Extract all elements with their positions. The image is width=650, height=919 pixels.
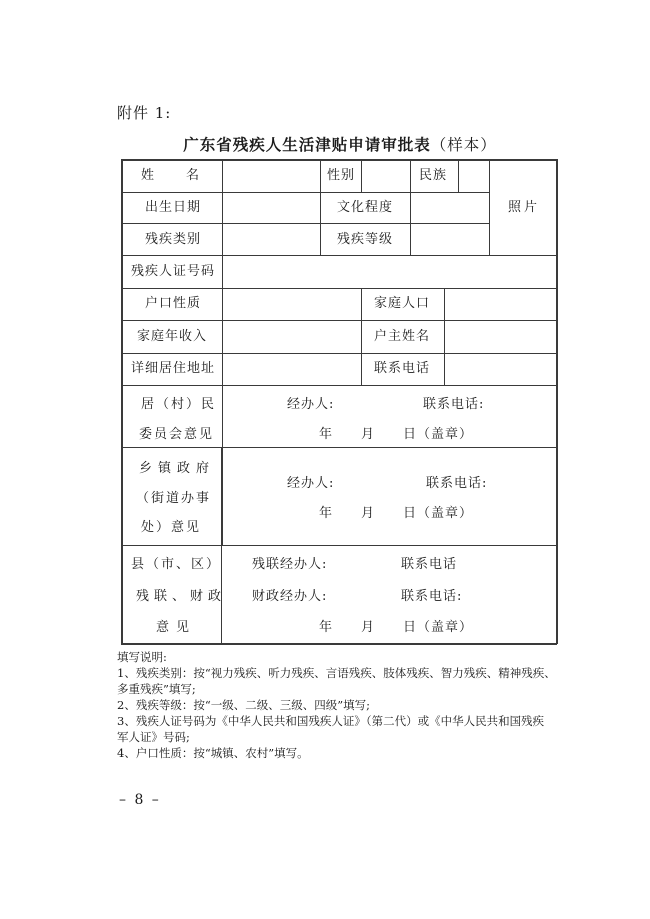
village-phone: 联系电话: (423, 397, 485, 412)
notes-heading: 填写说明: (117, 650, 167, 664)
gender-label: 性别 (327, 168, 356, 183)
disability-level-label: 残疾等级 (337, 232, 394, 247)
note-3: 3、残疾人证号码为《中华人民共和国残疾人证》（第二代）或《中华人民共和国残疾 (117, 714, 545, 728)
note-2: 2、残疾等级：按“一级、二级、三级、四级”填写; (117, 698, 370, 712)
ethnicity-label: 民族 (419, 168, 448, 183)
note-1: 1、残疾类别：按“视力残疾、听力残疾、言语残疾、肢体残疾、智力残疾、精神残疾、 (117, 666, 556, 680)
village-handler: 经办人: (287, 397, 335, 412)
family-size-label: 家庭人口 (374, 296, 431, 311)
disability-cert-label: 残疾人证号码 (131, 264, 216, 279)
page-number: – 8 – (119, 792, 161, 808)
education-label: 文化程度 (337, 200, 394, 215)
township-handler: 经办人: (287, 476, 335, 491)
county-opinion-label-2: 残联、财政 (136, 589, 227, 604)
phone-label: 联系电话 (374, 361, 431, 376)
village-date-stamp: 年 月 日（盖章） (319, 427, 474, 442)
village-opinion-label-2: 委员会意见 (139, 427, 215, 442)
note-3-cont: 军人证》号码; (117, 730, 190, 744)
attachment-label: 附件 1: (117, 104, 172, 122)
county-opinion-label-3: 意见 (156, 620, 197, 635)
finance-handler: 财政经办人: (252, 589, 328, 604)
title-text: 广东省残疾人生活津贴申请审批表 (183, 135, 431, 154)
finance-phone: 联系电话: (401, 589, 463, 604)
dpf-handler: 残联经办人: (252, 557, 328, 572)
note-1-cont: 多重残疾”填写; (117, 682, 196, 696)
county-opinion-label-1: 县（市、区） (131, 557, 222, 572)
disability-type-label: 残疾类别 (145, 232, 202, 247)
township-opinion-label-1: 乡镇政府 (139, 461, 216, 476)
township-phone: 联系电话: (426, 476, 488, 491)
village-opinion-label-1: 居（村）民 (141, 397, 217, 412)
birth-date-label: 出生日期 (145, 200, 202, 215)
township-date-stamp: 年 月 日（盖章） (319, 506, 474, 521)
filling-instructions (117, 649, 556, 761)
photo-label: 照片 (508, 200, 541, 215)
address-label: 详细居住地址 (131, 361, 216, 376)
county-date-stamp: 年 月 日（盖章） (319, 620, 474, 635)
township-opinion-label-3: 处）意见 (141, 520, 202, 535)
name-label: 姓 名 (141, 168, 202, 183)
dpf-phone: 联系电话 (401, 557, 458, 572)
householder-label: 户主姓名 (374, 329, 431, 344)
note-4: 4、户口性质：按“城镇、农村”填写。 (117, 746, 309, 760)
family-income-label: 家庭年收入 (137, 329, 208, 344)
household-type-label: 户口性质 (145, 296, 202, 311)
township-opinion-label-2: （街道办事 (136, 491, 212, 506)
title-sample: （样本） (430, 136, 497, 154)
